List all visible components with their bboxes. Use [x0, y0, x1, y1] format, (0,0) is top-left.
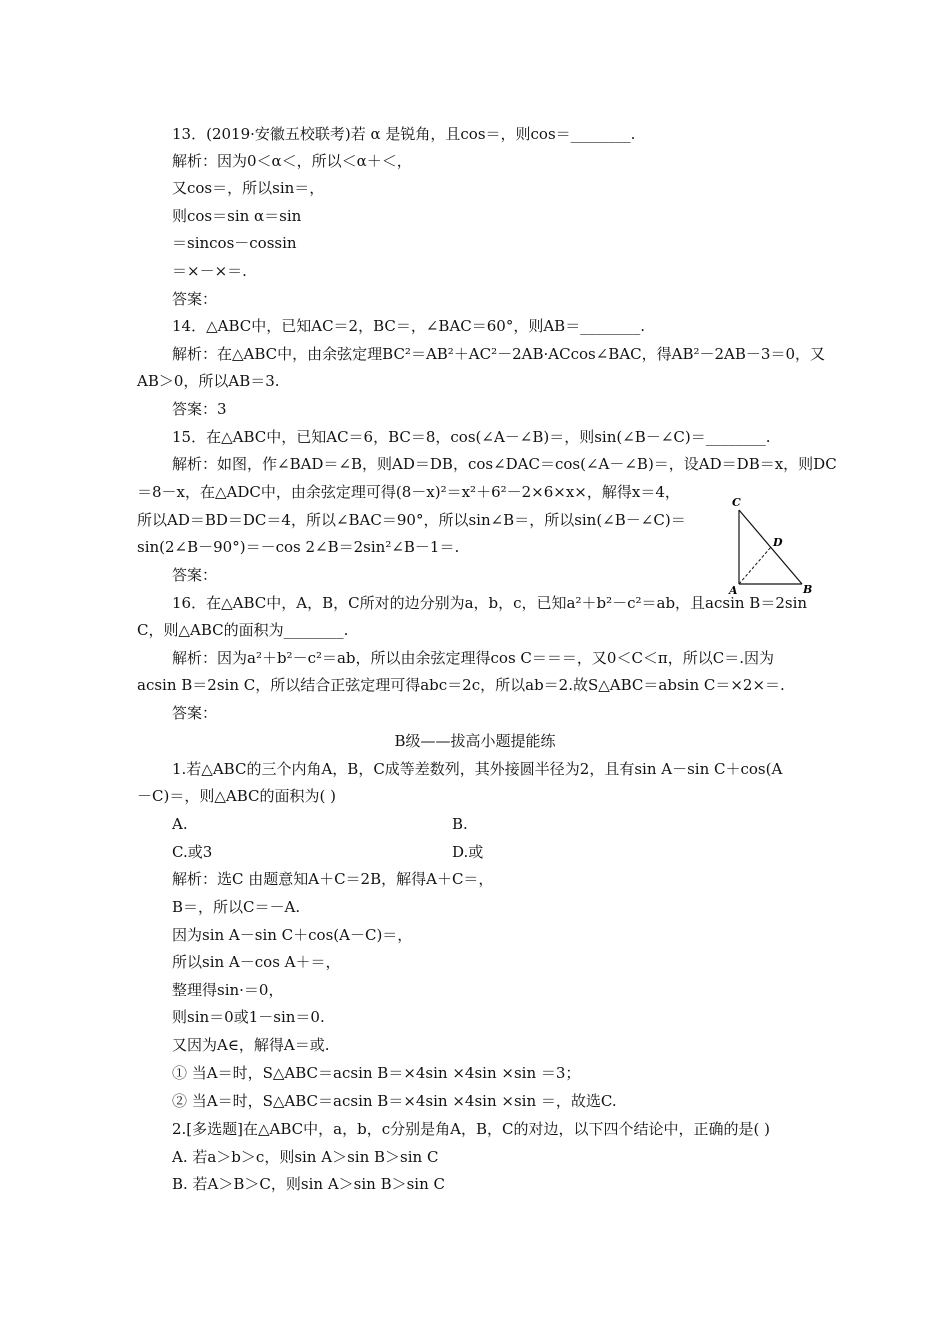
solution-line: 解析：如图，作∠BAD＝∠B，则AD＝DB，cos∠DAC＝cos(∠A－∠B)＝，设AD＝DB＝x，则DC [172, 455, 837, 473]
solution-case-2: ② 当A＝时，S△ABC＝acsin B＝×4sin ×4sin ×sin ＝，故选C. [172, 1092, 617, 1110]
vertex-label-a: A [729, 584, 738, 597]
solution-case-1: ① 当A＝时，S△ABC＝acsin B＝×4sin ×4sin ×sin ＝3； [172, 1064, 581, 1082]
answer-line: 答案： [172, 566, 218, 584]
solution-line: 又cos＝，所以sin＝， [172, 179, 325, 197]
option-b: B. 若A＞B＞C，则sin A＞sin B＞sin C [172, 1175, 445, 1193]
problem-b2-statement: 2.[多选题]在△ABC中，a，b，c分别是角A，B，C的对边，以下四个结论中，正确的是( ) [172, 1120, 770, 1138]
answer-line: 答案： [172, 704, 218, 722]
solution-line: 则sin＝0或1－sin＝0. [172, 1008, 325, 1026]
solution-line: ＝sincos－cossin [172, 234, 297, 252]
solution-line: acsin B＝2sin C，所以结合正弦定理可得abc＝2c，所以ab＝2.故S△ABC＝absin C＝×2×＝. [137, 676, 785, 694]
option-c: C.或3 [172, 843, 213, 861]
problem-14-statement: 14．△ABC中，已知AC＝2，BC＝，∠BAC＝60°，则AB＝________. [172, 317, 645, 335]
solution-line: AB＞0，所以AB＝3. [137, 372, 280, 390]
problem-15-statement: 15．在△ABC中，已知AC＝6，BC＝8，cos(∠A－∠B)＝，则sin(∠B－∠C)＝________. [172, 428, 771, 446]
solution-line: 因为sin A－sin C＋cos(A－C)＝， [172, 926, 413, 944]
solution-line: sin(2∠B－90°)＝－cos 2∠B＝2sin²∠B－1＝. [137, 538, 460, 556]
solution-line: 整理得sin·＝0， [172, 981, 284, 999]
answer-line: 答案：3 [172, 400, 227, 418]
option-d: D.或 [452, 843, 484, 861]
solution-line: B＝，所以C＝－A. [172, 898, 301, 916]
option-a: A. [172, 815, 188, 833]
option-a: A. 若a＞b＞c，则sin A＞sin B＞sin C [172, 1148, 439, 1166]
solution-line: 又因为A∈，解得A＝或. [172, 1036, 330, 1054]
solution-line: ＝8－x，在△ADC中，由余弦定理可得(8－x)²＝x²＋6²－2×6×x×，解得x＝4， [137, 483, 680, 501]
problem-13-statement: 13．(2019·安徽五校联考)若 α 是锐角，且cos＝，则cos＝________. [172, 125, 636, 143]
vertex-label-b: B [803, 583, 813, 596]
solution-line: 所以sin A－cos A＋＝， [172, 953, 341, 971]
problem-16-statement-cont: C，则△ABC的面积为________. [137, 621, 349, 639]
answer-line: 答案： [172, 290, 218, 308]
solution-line: ＝×－×＝. [172, 262, 247, 280]
solution-line: 则cos＝sin α＝sin [172, 207, 302, 225]
section-title: B级——拔高小题提能练 [394, 732, 556, 750]
solution-line: 解析：因为0＜α＜，所以＜α＋＜， [172, 152, 412, 170]
option-b: B. [452, 815, 468, 833]
problem-16-statement: 16．在△ABC中，A，B，C所对的边分别为a，b，c，已知a²＋b²－c²＝ab，且acsin B＝2sin [172, 594, 808, 612]
triangle-figure [722, 494, 822, 598]
vertex-label-c: C [732, 496, 741, 509]
solution-line: 所以AD＝BD＝DC＝4，所以∠BAC＝90°，所以sin∠B＝，所以sin(∠B－∠C)＝ [137, 511, 686, 529]
solution-line: 解析：选C 由题意知A＋C＝2B，解得A＋C＝， [172, 870, 494, 888]
segment-ad [739, 547, 771, 584]
vertex-label-d: D [773, 536, 783, 549]
side-cb [739, 510, 802, 584]
problem-b1-statement-cont: －C)＝，则△ABC的面积为( ) [137, 787, 336, 805]
problem-b1-statement: 1.若△ABC的三个内角A，B，C成等差数列，其外接圆半径为2，且有sin A－sin C＋cos(A [172, 760, 783, 778]
solution-line: 解析：因为a²＋b²－c²＝ab，所以由余弦定理得cos C＝＝＝，又0＜C＜π，所以C＝.因为 [172, 649, 775, 667]
solution-line: 解析：在△ABC中，由余弦定理BC²＝AB²＋AC²－2AB·ACcos∠BAC，得AB²－2AB－3＝0，又 [172, 345, 825, 363]
